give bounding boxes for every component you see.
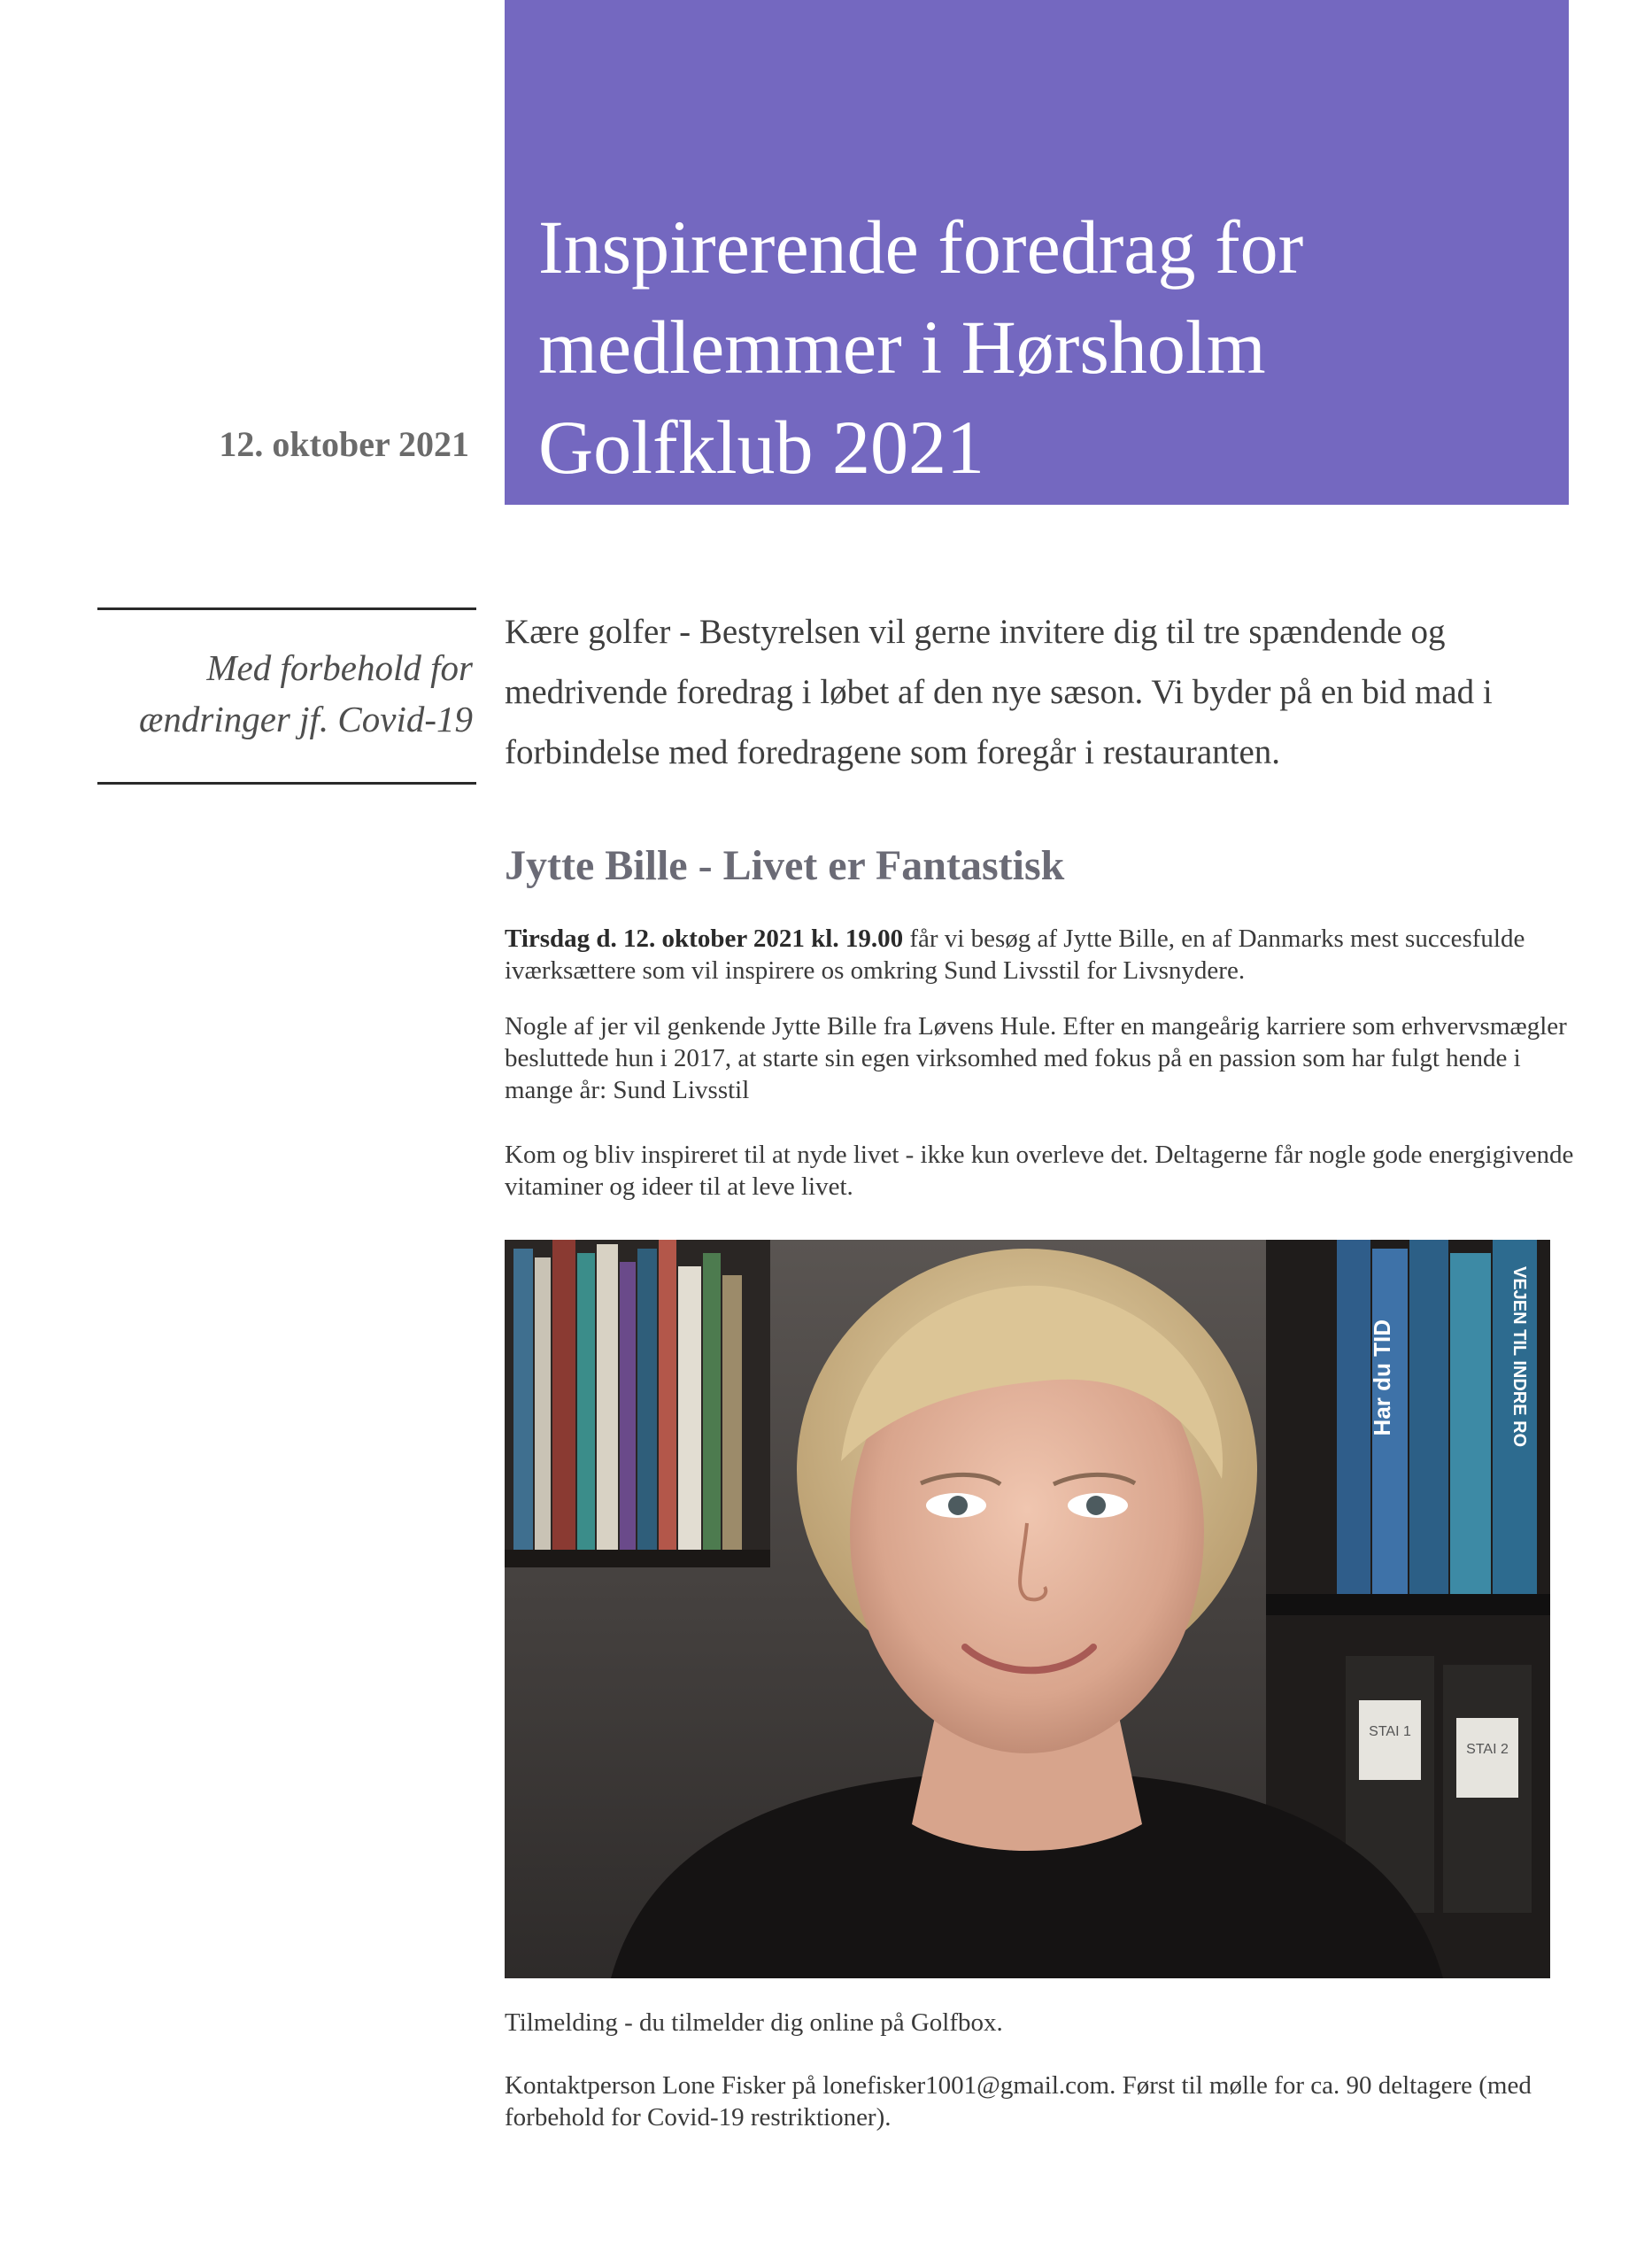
- binder-label-2: STAI 2: [1466, 1742, 1509, 1757]
- intro-paragraph: Kære golfer - Bestyrelsen vil gerne invitere dig til tre spændende og medrivende foredrag i løbet af den nye sæson. Vi byder på en bid mad i forbindelse med foredragene som foregår i restauranten.: [505, 613, 1493, 771]
- left-bookshelf: [505, 1240, 770, 1567]
- binder-label-1: STAI 1: [1369, 1724, 1411, 1739]
- speaker-photo: [505, 1240, 1550, 1978]
- book-spine-text-2: VEJEN TIL INDRE RO: [1509, 1266, 1529, 1448]
- page-title: Inspirerende foredrag for medlemmer i Hørsholm Golfklub 2021: [538, 205, 1304, 490]
- header-banner: [505, 0, 1569, 505]
- event-invite-paragraph: Kom og bliv inspireret til at nyde livet - ikke kun overleve det. Deltagerne får nogle gode energigivende vitaminer og ideer til at leve livet.: [505, 1141, 1574, 1201]
- event-heading: Jytte Bille - Livet er Fantastisk: [505, 842, 1065, 889]
- event-lead-paragraph: [505, 923, 1576, 986]
- covid-disclaimer: [101, 642, 473, 745]
- signup-info: Tilmelding - du tilmelder dig online på Golfbox.: [505, 2008, 1003, 2037]
- contact-info: Kontaktperson Lone Fisker på lonefisker1001@gmail.com. Først til mølle for ca. 90 deltagere (med forbehold for Covid-19 restriktioner).: [505, 2071, 1532, 2132]
- event-datetime: Tirsdag d. 12. oktober 2021 kl. 19.00: [505, 925, 904, 953]
- book-spine-text-1: Har du TID: [1369, 1319, 1395, 1436]
- event-date: 12. oktober 2021: [219, 424, 469, 464]
- covid-disclaimer-line1: Med forbehold for: [206, 647, 473, 688]
- speaker-photo-illustration: [505, 1240, 1550, 1978]
- covid-disclaimer-line2: ændringer jf. Covid-19: [139, 699, 473, 739]
- event-background-paragraph: Nogle af jer vil genkende Jytte Bille fra Løvens Hule. Efter en mangeårig karriere som erhvervsmægler besluttede hun i 2017, at starte sin egen virksomhed med fokus på en passion som har fulgt hende i mange år: Sund Livsstil: [505, 1012, 1567, 1104]
- sidebar-note: [97, 607, 476, 785]
- event-lead-text: får vi besøg af Jytte Bille, en af Danmarks mest succesfulde iværksættere som vil inspirere os omkring Sund Livsstil for Livsnydere.: [505, 925, 1525, 985]
